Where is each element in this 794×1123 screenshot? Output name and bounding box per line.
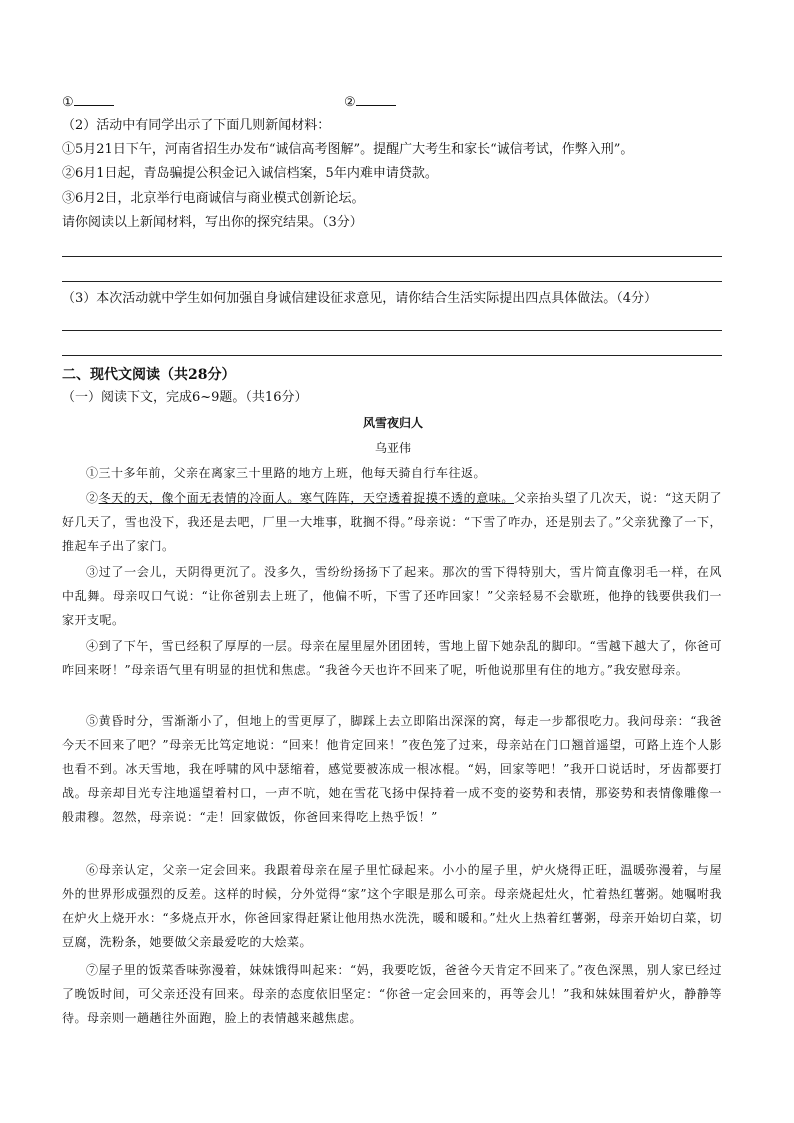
- answer-line-q2-2[interactable]: [62, 281, 722, 282]
- news-item-1: ①5月21日下午，河南省招生办发布“诚信高考图解”。提醒广大考生和家长“诚信考试，作弊入刑”。: [62, 142, 634, 157]
- paragraph-1: ①三十多年前，父亲在离家三十里路的地方上班，他每天骑自行车往返。: [86, 466, 487, 480]
- q2-prompt: 请你阅读以上新闻材料，写出你的探究结果。（3分）: [62, 215, 363, 230]
- q2-intro: （2）活动中有同学出示了下面几则新闻材料：: [62, 118, 331, 133]
- answer-line-q3-1[interactable]: [62, 330, 722, 331]
- q3-prompt: （3）本次活动就中学生如何加强自身诚信建设征求意见，请你结合生活实际提出四点具体做法。（4分）: [62, 291, 658, 306]
- section-subtitle: （一）阅读下文，完成6~9题。（共16分）: [62, 390, 308, 405]
- section-title: 二、现代文阅读（共28分）: [62, 367, 236, 383]
- news-item-3: ③6月2日，北京举行电商诚信与商业模式创新论坛。: [62, 191, 365, 206]
- underlined-sentence: 冬天的天，像个面无表情的冷面人。寒气阵阵，天空透着捉摸不透的意味。: [98, 491, 514, 505]
- paragraph-6: ⑥母亲认定，父亲一定会回来。我跟着母亲在屋子里忙碌起来。小小的屋子里，炉火烧得正旺，温暖弥漫着，与屋外的世界形成强烈的反差。这样的时候，分外觉得“家”这个字眼是那么可亲。母亲烧起灶火，忙着热红薯粥。她嘱咐我在炉火上烧开水：“多烧点开水，你爸回家得赶紧让他用热水洗洗，暖和暖和。”灶火上热着红薯粥，母亲开始切白菜，切豆腐，洗粉条，她要做父亲最爱吃的大烩菜。: [62, 863, 722, 949]
- paragraph-2-rest: 父亲抬头望了几次天，说：“这天阴了好几天了，雪也没下，我还是去吧，厂里一大堆事，耽搁不得。”母亲说：“下雪了咋办，还是别去了。”父亲犹豫了一下，推起车子出了家门。: [62, 491, 722, 553]
- paragraph-2-number: ②: [86, 491, 99, 505]
- article-author: 乌亚伟: [374, 441, 411, 455]
- paragraph-5: ⑤黄昏时分，雪渐渐小了，但地上的雪更厚了，脚踩上去立即陷出深深的窝，每走一步都很吃力。我问母亲：“我爸今天不回来了吧？”母亲无比笃定地说：“回来！他肯定回来！”夜色笼了过来，母亲站在门口翘首遥望，可路上连个人影也看不到。冰天雪地，我在呼啸的风中瑟缩着，感觉要被冻成一根冰棍。“妈，回家等吧！”我开口说话时，牙齿都要打战。母亲却目光专注地遥望着村口，一声不吭，她在雪花飞扬中保持着一成不变的姿势和表情，那姿势和表情像雕像一般肃穆。忽然，母亲说：“走！回家做饭，你爸回来得吃上热乎饭！”: [62, 714, 722, 824]
- paragraph-7: ⑦屋子里的饭菜香味弥漫着，妹妹饿得叫起来：“妈，我要吃饭，爸爸今天肯定不回来了。”夜色深黑，别人家已经过了晚饭时间，可父亲还没有回来。母亲的态度依旧坚定：“你爸一定会回来的，再等会儿！”我和妹妹围着炉火，静静等待。母亲则一趟趟往外面跑，脸上的表情越来越焦虑。: [62, 963, 722, 1025]
- paragraph-3: ③过了一会儿，天阴得更沉了。没多久，雪纷纷扬扬下了起来。那次的雪下得特别大，雪片简直像羽毛一样，在风中乱舞。母亲叹口气说：“让你爸别去上班了，他偏不听，下雪了还咋回家！”父亲轻易不会歇班，他挣的钱要供我们一家开支呢。: [62, 565, 722, 627]
- answer-blank-1[interactable]: ①: [62, 92, 114, 112]
- answer-blank-2[interactable]: ②: [344, 92, 396, 112]
- news-item-2: ②6月1日起，青岛骗提公积金记入诚信档案，5年内难申请贷款。: [62, 166, 438, 181]
- paragraph-4: ④到了下午，雪已经积了厚厚的一层。母亲在屋里屋外团团转，雪地上留下她杂乱的脚印。“雪越下越大了，你爸可咋回来呀！”母亲语气里有明显的担忧和焦虑。“我爸今天也许不回来了呢，听他说那里有住的地方。”我安慰母亲。: [62, 639, 722, 677]
- answer-line-q2-1[interactable]: [62, 256, 722, 257]
- answer-blanks-row: [62, 92, 724, 112]
- paragraph-2: [62, 486, 722, 558]
- answer-line-q3-2[interactable]: [62, 355, 722, 356]
- article-title: 风雪夜归人: [362, 416, 423, 430]
